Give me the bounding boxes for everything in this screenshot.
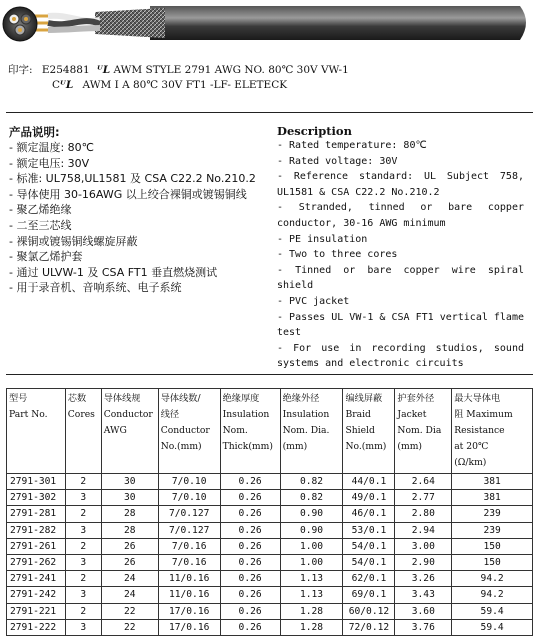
- table-cell: 3: [65, 522, 101, 538]
- table-cell: 11/0.16: [158, 571, 220, 587]
- cn-list-item: - 通过 ULVW-1 及 CSA FT1 垂直燃烧测试: [9, 265, 218, 279]
- column-header-line: Part No.: [9, 409, 48, 420]
- cn-list-item: - 聚氯乙烯护套: [9, 250, 83, 264]
- column-header-line: Nom. Dia: [397, 425, 442, 436]
- table-cell: 7/0.16: [158, 554, 220, 570]
- table-cell: 0.26: [220, 554, 280, 570]
- column-header-line: (mm): [282, 441, 308, 452]
- table-row: [7, 522, 533, 538]
- column-header-line: Conductor: [160, 425, 210, 436]
- column-header-line: Braid: [345, 409, 371, 420]
- table-cell: 17/0.16: [158, 603, 220, 619]
- table-cell: 3.00: [395, 538, 452, 554]
- en-item-list: [277, 138, 524, 372]
- table-cell: 1.00: [280, 538, 343, 554]
- en-list-item: - Rated voltage: 30V: [277, 155, 398, 167]
- table-row: [7, 554, 533, 570]
- table-row: [7, 571, 533, 587]
- column-header: [395, 389, 452, 474]
- marking-code: E254881: [41, 64, 90, 76]
- table-cell: 2.80: [395, 506, 452, 522]
- column-header: [7, 389, 66, 474]
- table-row: [7, 587, 533, 603]
- table-cell: 53/0.1: [343, 522, 395, 538]
- cn-list-item: - 导体使用 30-16AWG 以上绞合裸铜或镀锡铜线: [9, 187, 247, 201]
- table-cell: 1.28: [280, 603, 343, 619]
- table-cell: 59.4: [452, 603, 533, 619]
- table-cell: 3.26: [395, 571, 452, 587]
- table-cell: 0.26: [220, 619, 280, 635]
- cn-list-item: - 裸铜或镀锡铜线螺旋屏蔽: [9, 234, 138, 248]
- en-list-item: - Passes UL VW-1 & CSA FT1 vertical flame test: [277, 311, 524, 339]
- table-cell: 3.60: [395, 603, 452, 619]
- table-cell: 2: [65, 571, 101, 587]
- column-header-line: (mm): [397, 441, 423, 452]
- table-cell: 54/0.1: [343, 554, 395, 570]
- column-header-line: at 20℃: [454, 441, 489, 452]
- cn-list-item: - 聚乙烯绝缘: [9, 203, 72, 217]
- table-cell: 150: [452, 554, 533, 570]
- column-header-line: (Ω/km): [454, 457, 487, 468]
- column-header-line: Insulation: [222, 409, 270, 420]
- table-row: [7, 490, 533, 506]
- column-header-line: Thick(mm): [222, 441, 273, 452]
- marking-line-2: [52, 79, 287, 91]
- table-cell: 46/0.1: [343, 506, 395, 522]
- table-cell: 7/0.10: [158, 490, 220, 506]
- table-row: [7, 474, 533, 490]
- column-header-line: 最大导体电: [454, 393, 501, 404]
- column-header-line: 绝缘厚度: [222, 393, 260, 404]
- table-cell: 7/0.10: [158, 474, 220, 490]
- cn-list-item: - 额定电压: 30V: [9, 156, 90, 170]
- column-header-line: No.(mm): [345, 441, 387, 452]
- table-cell: 24: [101, 587, 158, 603]
- table-cell: 0.26: [220, 571, 280, 587]
- table-cell: 26: [101, 538, 158, 554]
- table-cell: 72/0.12: [343, 619, 395, 635]
- column-header: [280, 389, 343, 474]
- table-cell: 1.00: [280, 554, 343, 570]
- table-cell: 59.4: [452, 619, 533, 635]
- column-header-line: 绝缘外径: [282, 393, 320, 404]
- column-header: [65, 389, 101, 474]
- table-row: [7, 506, 533, 522]
- table-cell: 3.43: [395, 587, 452, 603]
- table-cell: 62/0.1: [343, 571, 395, 587]
- table-cell: 30: [101, 474, 158, 490]
- table-cell: 2791-282: [7, 522, 66, 538]
- table-cell: 0.26: [220, 490, 280, 506]
- cable-illustration: [0, 0, 537, 62]
- table-cell: 2791-241: [7, 571, 66, 587]
- marking-line2-text: AWM I A 80℃ 30V FT1 -LF- ELETECK: [82, 79, 288, 91]
- column-header-line: 阻 Maximum: [454, 409, 513, 420]
- product-description-en: [277, 124, 524, 372]
- table-cell: 0.26: [220, 587, 280, 603]
- table-cell: 24: [101, 571, 158, 587]
- column-header-line: Insulation: [282, 409, 330, 420]
- spec-table: [6, 388, 533, 636]
- table-cell: 94.2: [452, 571, 533, 587]
- table-cell: 239: [452, 522, 533, 538]
- table-cell: 3: [65, 554, 101, 570]
- marking-line1-text: AWM STYLE 2791 AWG NO. 80℃ 30V VW-1: [113, 64, 349, 76]
- table-cell: 0.26: [220, 603, 280, 619]
- table-header-row: [7, 389, 533, 474]
- cn-list-item: - 二至三芯线: [9, 218, 72, 232]
- table-cell: 2791-301: [7, 474, 66, 490]
- column-header-line: 导体线数/: [160, 393, 201, 404]
- table-cell: 44/0.1: [343, 474, 395, 490]
- table-cell: 0.26: [220, 474, 280, 490]
- table-cell: 0.90: [280, 522, 343, 538]
- table-cell: 30: [101, 490, 158, 506]
- table-cell: 2.64: [395, 474, 452, 490]
- table-cell: 239: [452, 506, 533, 522]
- table-cell: 49/0.1: [343, 490, 395, 506]
- table-cell: 28: [101, 522, 158, 538]
- column-header-line: Nom.: [222, 425, 248, 436]
- ul-logo-icon: ᵁL: [60, 79, 74, 91]
- en-list-item: - Reference standard: UL Subject 758, UL1581 & CSA C22.2 No.210.2: [277, 171, 524, 198]
- table-cell: 2.77: [395, 490, 452, 506]
- column-header-line: Conductor: [103, 409, 153, 420]
- column-header-line: 芯数: [67, 393, 87, 404]
- table-cell: 0.82: [280, 474, 343, 490]
- table-cell: 381: [452, 490, 533, 506]
- table-cell: 2791-302: [7, 490, 66, 506]
- en-list-item: - PE insulation: [277, 233, 368, 245]
- en-list-item: - Rated temperature: 80℃: [277, 140, 427, 151]
- en-list-item: - Stranded, tinned or bare copper conductor, 30-16 AWG minimum: [277, 202, 524, 229]
- column-header: [343, 389, 395, 474]
- en-list-item: - Tinned or bare copper wire spiral shield: [277, 264, 524, 292]
- ul-logo-icon: ᵁL: [96, 64, 111, 76]
- column-header-line: No.(mm): [160, 441, 202, 452]
- cn-item-list: [9, 140, 259, 296]
- table-row: [7, 538, 533, 554]
- column-header-line: 线径: [160, 409, 180, 420]
- column-header-line: 护套外径: [397, 393, 435, 404]
- table-row: [7, 603, 533, 619]
- table-cell: 381: [452, 474, 533, 490]
- en-list-item: - PVC jacket: [277, 295, 350, 307]
- table-cell: 2: [65, 538, 101, 554]
- table-cell: 2791-261: [7, 538, 66, 554]
- table-cell: 11/0.16: [158, 587, 220, 603]
- table-cell: 2791-262: [7, 554, 66, 570]
- table-cell: 0.26: [220, 522, 280, 538]
- table-cell: 22: [101, 619, 158, 635]
- column-header: [452, 389, 533, 474]
- table-cell: 7/0.127: [158, 506, 220, 522]
- table-cell: 150: [452, 538, 533, 554]
- column-header-line: Cores: [67, 409, 95, 420]
- cn-list-item: - 额定温度: 80℃: [9, 141, 95, 154]
- table-cell: 7/0.127: [158, 522, 220, 538]
- table-cell: 2791-242: [7, 587, 66, 603]
- table-cell: 2: [65, 474, 101, 490]
- table-cell: 2: [65, 506, 101, 522]
- table-cell: 60/0.12: [343, 603, 395, 619]
- column-header-line: AWG: [103, 425, 127, 436]
- table-cell: 3: [65, 587, 101, 603]
- table-cell: 54/0.1: [343, 538, 395, 554]
- table-cell: 3: [65, 490, 101, 506]
- table-cell: 0.26: [220, 538, 280, 554]
- table-cell: 2.94: [395, 522, 452, 538]
- table-cell: 0.26: [220, 506, 280, 522]
- table-body: [7, 474, 533, 636]
- table-cell: 7/0.16: [158, 538, 220, 554]
- marking-c-prefix: C: [52, 79, 61, 91]
- table-cell: 69/0.1: [343, 587, 395, 603]
- en-list-item: - For use in recording studios, sound systems and electronic circuits: [277, 342, 524, 370]
- column-header-line: Jacket: [397, 409, 427, 420]
- middle-divider: [6, 374, 533, 375]
- top-divider: [6, 112, 533, 113]
- table-cell: 3.76: [395, 619, 452, 635]
- table-cell: 1.13: [280, 587, 343, 603]
- table-cell: 2.90: [395, 554, 452, 570]
- table-cell: 28: [101, 506, 158, 522]
- column-header: [101, 389, 158, 474]
- cn-list-item: - 标准: UL758,UL1581 及 CSA C22.2 No.210.2: [9, 172, 256, 186]
- cn-list-item: - 用于录音机、音响系统、电子系统: [9, 281, 182, 295]
- column-header-line: 型号: [9, 393, 28, 404]
- column-header: [220, 389, 280, 474]
- table-cell: 94.2: [452, 587, 533, 603]
- table-cell: 0.90: [280, 506, 343, 522]
- table-cell: 2791-222: [7, 619, 66, 635]
- marking-label: 印字:: [8, 64, 33, 76]
- table-row: [7, 619, 533, 635]
- table-cell: 1.28: [280, 619, 343, 635]
- marking-line-1: [8, 62, 349, 77]
- table-cell: 26: [101, 554, 158, 570]
- column-header-line: 导体线规: [103, 393, 141, 404]
- en-list-item: - Two to three cores: [277, 249, 398, 261]
- column-header-line: Resistance: [454, 425, 505, 436]
- column-header: [158, 389, 220, 474]
- table-cell: 3: [65, 619, 101, 635]
- table-cell: 22: [101, 603, 158, 619]
- en-section-title: Description: [277, 124, 352, 138]
- table-cell: 1.13: [280, 571, 343, 587]
- table-cell: 2: [65, 603, 101, 619]
- product-description-cn: [9, 124, 259, 296]
- column-header-line: 编线屏蔽: [345, 393, 383, 404]
- table-cell: 2791-281: [7, 506, 66, 522]
- table-cell: 2791-221: [7, 603, 66, 619]
- table-cell: 17/0.16: [158, 619, 220, 635]
- cn-section-title: 产品说明:: [9, 125, 60, 139]
- table-cell: 0.82: [280, 490, 343, 506]
- column-header-line: Shield: [345, 425, 375, 436]
- column-header-line: Nom. Dia.: [282, 425, 330, 436]
